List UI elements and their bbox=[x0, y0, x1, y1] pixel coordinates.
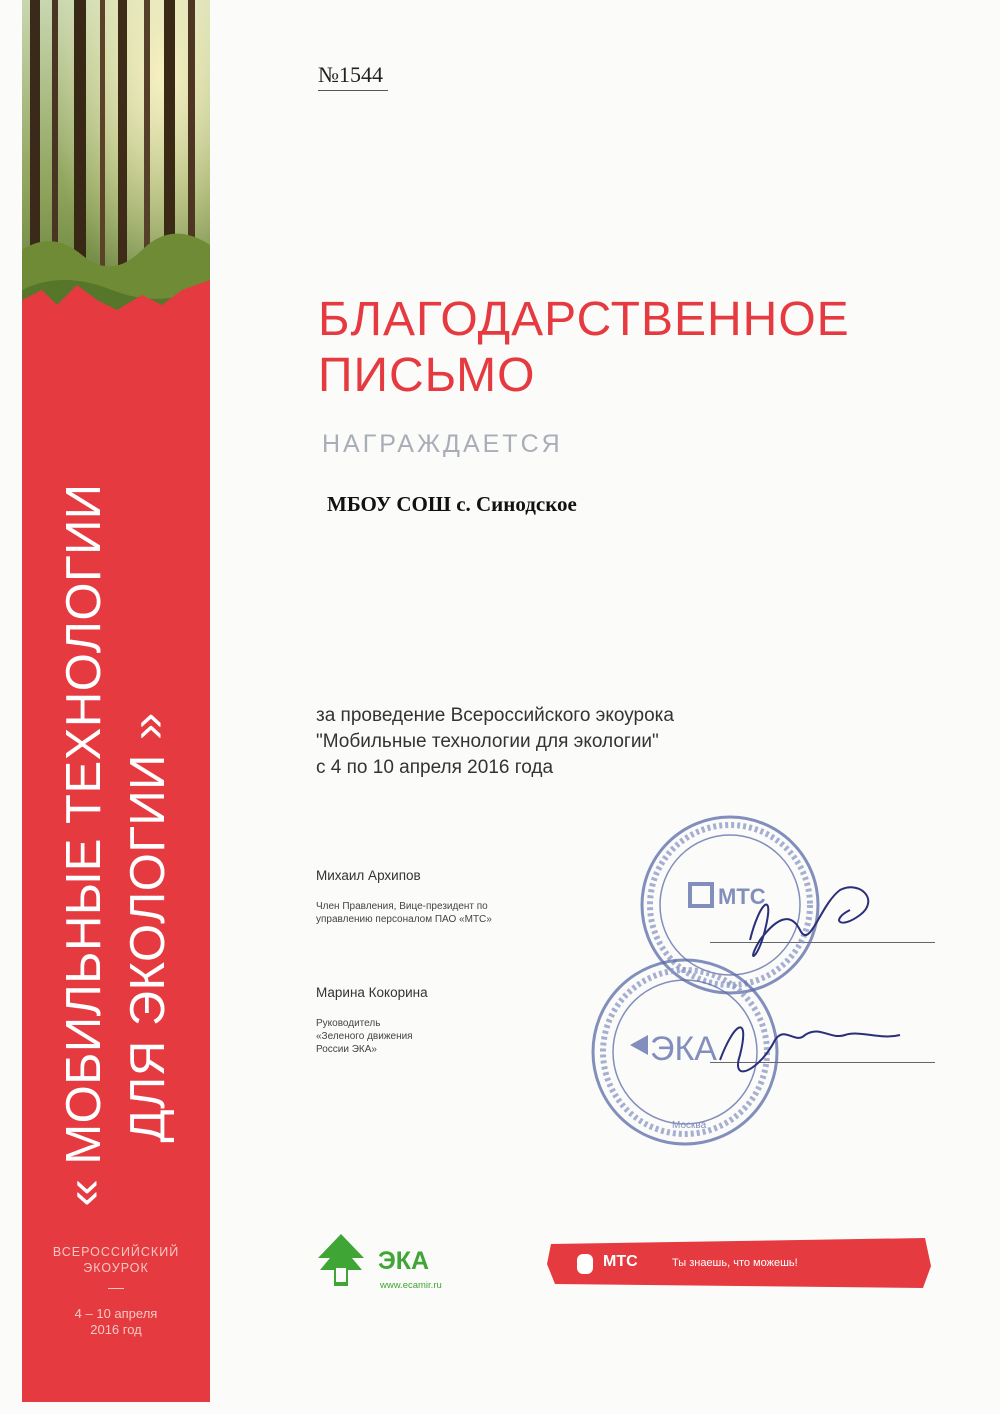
document-title bbox=[318, 292, 850, 404]
event-dates bbox=[22, 1306, 210, 1338]
mts-stamp-text: МТС bbox=[718, 884, 766, 909]
banner-title-line-1: « МОБИЛЬНЫЕ ТЕХНОЛОГИИ bbox=[57, 483, 111, 1207]
banner-title-line-2: ДЛЯ ЭКОЛОГИИ » bbox=[121, 712, 175, 1143]
signatory-2-role-line-3: России ЭКА» bbox=[316, 1044, 377, 1055]
eka-stamp-text: ЭКА bbox=[650, 1030, 717, 1068]
signatory-1-name: Михаил Архипов bbox=[316, 868, 421, 883]
mts-slogan: Ты знаешь, что можешь! bbox=[672, 1257, 798, 1269]
dates-line-1: 4 – 10 апреля bbox=[74, 1306, 158, 1321]
eka-stamp-icon bbox=[593, 960, 777, 1144]
reason-line-1: за проведение Всероссийского экоурока bbox=[316, 705, 674, 726]
event-line-1: ВСЕРОССИЙСКИЙ bbox=[52, 1245, 180, 1259]
eka-url: www.ecamir.ru bbox=[380, 1280, 442, 1291]
eka-stamp-city: Москва bbox=[672, 1120, 707, 1131]
signatory-1-role-line-2: управлению персоналом ПАО «МТС» bbox=[316, 914, 492, 925]
title-line-2: ПИСЬМО bbox=[318, 349, 536, 402]
event-line-2: ЭКОУРОК bbox=[83, 1261, 149, 1275]
reason-line-2: "Мобильные технологии для экологии" bbox=[316, 731, 659, 752]
recipient-name: МБОУ СОШ с. Синодское bbox=[327, 492, 577, 516]
award-reason bbox=[316, 703, 674, 781]
awarded-label: НАГРАЖДАЕТСЯ bbox=[322, 430, 563, 458]
eka-name: ЭКА bbox=[378, 1247, 430, 1275]
signatory-2-role-line-1: Руководитель bbox=[316, 1018, 381, 1029]
signatory-1-role-line-1: Член Правления, Вице-президент по bbox=[316, 901, 488, 912]
signatory-1-role bbox=[316, 900, 492, 926]
stamps-and-signatures bbox=[560, 790, 980, 1170]
side-banner bbox=[22, 0, 210, 1402]
signature-2-icon bbox=[720, 1027, 900, 1071]
dates-line-2: 2016 год bbox=[90, 1322, 142, 1337]
signatory-2-name: Марина Кокорина bbox=[316, 985, 428, 1000]
signatory-2-role-line-2: «Зеленого движения bbox=[316, 1031, 413, 1042]
mts-stamp-icon bbox=[642, 817, 818, 993]
mts-egg-icon bbox=[577, 1254, 593, 1274]
banner-divider bbox=[108, 1288, 124, 1289]
number-underline bbox=[318, 90, 388, 91]
document-number: №1544 bbox=[318, 62, 383, 87]
event-name bbox=[22, 1244, 210, 1276]
signatory-2-role bbox=[316, 1017, 413, 1056]
title-line-1: БЛАГОДАРСТВЕННОЕ bbox=[318, 293, 850, 346]
reason-line-3: с 4 по 10 апреля 2016 года bbox=[316, 757, 554, 778]
forest-photo bbox=[22, 0, 210, 380]
mts-label: МТС bbox=[603, 1253, 638, 1270]
